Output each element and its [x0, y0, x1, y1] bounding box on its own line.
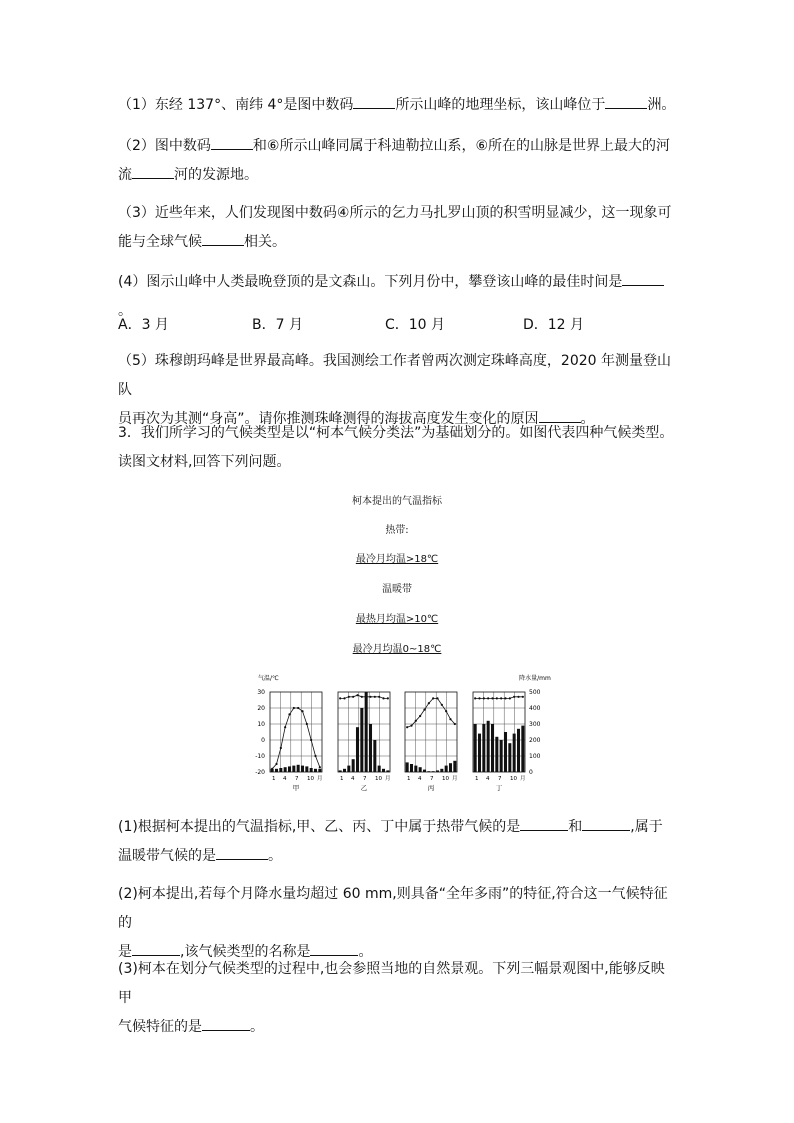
- temp-point: [432, 697, 434, 699]
- precip-bar: [406, 762, 409, 772]
- precip-bar: [356, 727, 359, 772]
- caption-tropical: 热带:: [385, 525, 409, 536]
- x-tick-label: 7: [363, 776, 367, 782]
- caption-temperate-rule1: 最热月均温>10℃: [355, 614, 439, 625]
- answer-blank[interactable]: [310, 941, 358, 956]
- precip-tick-label: 0: [529, 769, 533, 776]
- text: （5）珠穆朗玛峰是世界最高峰。我国测绘工作者曾两次测定珠峰高度，2020 年测量登山队: [118, 353, 671, 398]
- temp-point: [382, 697, 384, 699]
- precip-bar: [445, 766, 448, 772]
- temp-point: [271, 768, 273, 770]
- chart-frame: [405, 692, 457, 772]
- temp-axis-label: 气温/℃: [258, 675, 279, 682]
- answer-blank[interactable]: [216, 845, 268, 860]
- temp-point: [356, 694, 358, 696]
- temp-line: [272, 708, 320, 769]
- temp-point: [406, 726, 408, 728]
- temp-point: [423, 709, 425, 711]
- precip-bar: [343, 769, 346, 772]
- temp-point: [301, 710, 303, 712]
- text: （2）图中数码: [118, 138, 211, 154]
- temp-point: [474, 697, 476, 699]
- x-tick-label: 10: [510, 776, 517, 782]
- chart-name: 丁: [495, 784, 503, 792]
- option-a[interactable]: A．3 月: [118, 317, 169, 333]
- answer-blank[interactable]: [132, 941, 180, 956]
- precip-bar: [504, 732, 507, 772]
- temp-point: [293, 707, 295, 709]
- temp-point: [449, 718, 451, 720]
- temp-point: [306, 723, 308, 725]
- temp-tick-label: 30: [257, 689, 265, 696]
- precip-bar: [284, 767, 287, 772]
- temp-point: [500, 697, 502, 699]
- x-tick-label: 1: [407, 776, 411, 782]
- text: 和⑥所示山峰同属于科迪勒拉山系，⑥所在的山脉是世界上最大的河: [252, 138, 671, 154]
- x-tick-label: 10: [375, 776, 382, 782]
- temp-point: [454, 723, 456, 725]
- precip-bar: [279, 768, 282, 772]
- answer-blank[interactable]: [582, 816, 630, 831]
- temp-point: [522, 696, 524, 698]
- text: 。: [118, 303, 132, 319]
- text: 读图文材料,回答下列问题。: [118, 454, 291, 470]
- text: 相关。: [244, 234, 286, 250]
- climate-charts: [0, 660, 794, 800]
- caption-title: 柯本提出的气温指标: [352, 496, 442, 507]
- temp-point: [374, 696, 376, 698]
- temp-point: [310, 739, 312, 741]
- text: 河的发源地。: [174, 167, 258, 183]
- x-tick-label: 1: [475, 776, 479, 782]
- temp-point: [483, 697, 485, 699]
- answer-blank[interactable]: [132, 164, 174, 179]
- text: 。: [268, 848, 282, 864]
- precip-bar: [414, 766, 417, 772]
- precip-bar: [373, 740, 376, 772]
- temp-point: [445, 710, 447, 712]
- precip-bar: [352, 759, 355, 772]
- temp-point: [280, 747, 282, 749]
- precip-bar: [440, 769, 443, 772]
- temp-line: [407, 698, 455, 727]
- text: 3．我们所学习的气候类型是以“柯本气候分类法”为基础划分的。如图代表四种气候类型。: [118, 425, 674, 441]
- precip-bar: [369, 724, 372, 772]
- precip-bar: [305, 766, 308, 772]
- temp-point: [428, 702, 430, 704]
- temp-point: [513, 696, 515, 698]
- precip-bar: [314, 769, 317, 772]
- text: 和: [568, 819, 583, 835]
- answer-blank[interactable]: [605, 94, 647, 109]
- chart-name: 丙: [427, 784, 435, 792]
- temp-point: [419, 715, 421, 717]
- temp-point: [297, 707, 299, 709]
- text: 洲。: [647, 97, 676, 113]
- q2-part3: [118, 199, 678, 257]
- x-tick-label: 月: [452, 776, 458, 782]
- temp-point: [369, 696, 371, 698]
- precip-bar: [482, 724, 485, 772]
- caption-temperate-rule2: 最冷月均温0~18℃: [352, 644, 442, 655]
- temp-point: [509, 697, 511, 699]
- temp-point: [410, 725, 412, 727]
- x-tick-label: 1: [272, 776, 276, 782]
- temp-point: [496, 697, 498, 699]
- x-tick-label: 月: [317, 776, 323, 782]
- precip-bar: [301, 766, 304, 772]
- temp-tick-label: 10: [257, 721, 265, 728]
- precip-bar: [288, 766, 291, 772]
- temp-tick-label: 20: [257, 705, 265, 712]
- precip-bar: [378, 766, 381, 772]
- temp-point: [517, 696, 519, 698]
- q3-part3: [118, 955, 678, 1042]
- x-tick-label: 10: [442, 776, 449, 782]
- text: 所示山峰的地理坐标，该山峰位于: [395, 97, 606, 113]
- temp-point: [319, 766, 321, 768]
- temp-point: [314, 755, 316, 757]
- precip-tick-label: 400: [529, 705, 541, 712]
- text: (4）图示山峰中人类最晚登顶的是文森山。下列月份中，攀登该山峰的最佳时间是: [118, 274, 623, 290]
- precip-bar: [517, 729, 520, 772]
- text: ,该气候类型的名称是: [180, 944, 311, 960]
- precip-bar: [292, 766, 295, 772]
- x-tick-label: 4: [283, 776, 287, 782]
- option-c[interactable]: C．10 月: [385, 317, 446, 333]
- text: ,属于: [630, 819, 663, 835]
- temp-point: [348, 696, 350, 698]
- precip-bar: [491, 724, 494, 772]
- q3-intro: [118, 419, 678, 477]
- temp-point: [339, 697, 341, 699]
- precip-bar: [500, 740, 503, 772]
- temp-line: [475, 697, 523, 699]
- x-tick-label: 7: [430, 776, 434, 782]
- precip-bar: [487, 721, 490, 772]
- temp-point: [378, 696, 380, 698]
- temp-point: [275, 763, 277, 765]
- q2-part2: [118, 132, 678, 190]
- x-tick-label: 4: [486, 776, 490, 782]
- q2-part1: [118, 91, 678, 120]
- precip-bar: [275, 769, 278, 772]
- temp-point: [387, 697, 389, 699]
- x-tick-label: 10: [307, 776, 314, 782]
- x-tick-label: 7: [498, 776, 502, 782]
- precip-bar: [521, 726, 524, 772]
- temp-point: [478, 697, 480, 699]
- precip-bar: [419, 767, 422, 772]
- x-tick-label: 1: [340, 776, 344, 782]
- text: 。: [250, 1019, 264, 1035]
- temp-point: [352, 696, 354, 698]
- text: 流: [118, 167, 132, 183]
- temp-point: [487, 697, 489, 699]
- temp-point: [361, 696, 363, 698]
- temp-point: [288, 713, 290, 715]
- precip-bar: [360, 708, 363, 772]
- x-tick-label: 4: [418, 776, 422, 782]
- precip-bar: [347, 766, 350, 772]
- temp-point: [436, 697, 438, 699]
- text: 员再次为其测“身高”。请你推测珠峰测得的海拔高度发生变化的原因: [118, 411, 539, 427]
- text: 能与全球气候: [118, 234, 202, 250]
- precip-bar: [513, 734, 516, 772]
- answer-blank[interactable]: [202, 231, 244, 246]
- x-tick-label: 7: [295, 776, 299, 782]
- precip-bar: [297, 765, 300, 772]
- temp-tick-label: -10: [255, 753, 265, 760]
- precip-bar: [365, 692, 368, 772]
- precip-bar: [410, 764, 413, 772]
- precip-bar: [474, 724, 477, 772]
- text: 。: [358, 944, 373, 960]
- option-b[interactable]: B．7 月: [252, 317, 303, 333]
- x-tick-label: 月: [520, 776, 526, 782]
- temp-point: [441, 704, 443, 706]
- q3-part1: [118, 813, 678, 871]
- temp-point: [365, 696, 367, 698]
- temp-point: [343, 697, 345, 699]
- precip-bar: [449, 763, 452, 772]
- temp-tick-label: -20: [255, 769, 265, 776]
- answer-blank[interactable]: [353, 94, 395, 109]
- text: （1）东经 137°、南纬 4°是图中数码: [118, 97, 354, 113]
- answer-blank[interactable]: [520, 816, 568, 831]
- option-d[interactable]: D．12 月: [523, 317, 585, 333]
- temp-point: [415, 720, 417, 722]
- temp-tick-label: 0: [261, 737, 265, 744]
- precip-tick-label: 500: [529, 689, 541, 696]
- text: 温暖带气候的是: [118, 848, 216, 864]
- chart-name: 乙: [360, 784, 368, 792]
- text: 气候特征的是: [118, 1019, 202, 1035]
- text: 。: [580, 411, 595, 427]
- caption-tropical-rule: 最冷月均温>18℃: [355, 554, 439, 565]
- temp-point: [284, 726, 286, 728]
- temp-line: [340, 695, 388, 698]
- x-tick-label: 4: [351, 776, 355, 782]
- text: (2)柯本提出,若每个月降水量均超过 60 mm,则具备“全年多雨”的特征,符合这一气候特征的: [118, 886, 668, 931]
- text: (1)根据柯本提出的气温指标,甲、乙、丙、丁中属于热带气候的是: [118, 819, 521, 835]
- answer-blank[interactable]: [202, 1016, 250, 1031]
- precip-bar: [318, 769, 321, 772]
- precip-bar: [310, 768, 313, 772]
- precip-bar: [495, 737, 498, 772]
- precip-bar: [478, 734, 481, 772]
- answer-blank[interactable]: [622, 271, 664, 286]
- chart-frame: [338, 692, 390, 772]
- precip-tick-label: 100: [529, 753, 541, 760]
- q3-part2: [118, 880, 678, 967]
- text: 是: [118, 944, 132, 960]
- precip-tick-label: 200: [529, 737, 541, 744]
- chart-name: 甲: [292, 784, 300, 792]
- temp-point: [504, 697, 506, 699]
- precip-axis-label: 降水量/mm: [519, 675, 551, 682]
- precip-bar: [382, 769, 385, 772]
- temp-point: [491, 697, 493, 699]
- text: （3）近些年来，人们发现图中数码④所示的乞力马扎罗山顶的积雪明显减少，这一现象可: [118, 205, 672, 221]
- caption-temperate: 温暖带: [382, 584, 412, 595]
- precip-bar: [508, 743, 511, 772]
- text: (3)柯本在划分气候类型的过程中,也会参照当地的自然景观。下列三幅景观图中,能够反映甲: [118, 961, 665, 1006]
- precip-tick-label: 300: [529, 721, 541, 728]
- answer-blank[interactable]: [211, 135, 253, 150]
- x-tick-label: 月: [385, 776, 391, 782]
- precip-bar: [453, 761, 456, 772]
